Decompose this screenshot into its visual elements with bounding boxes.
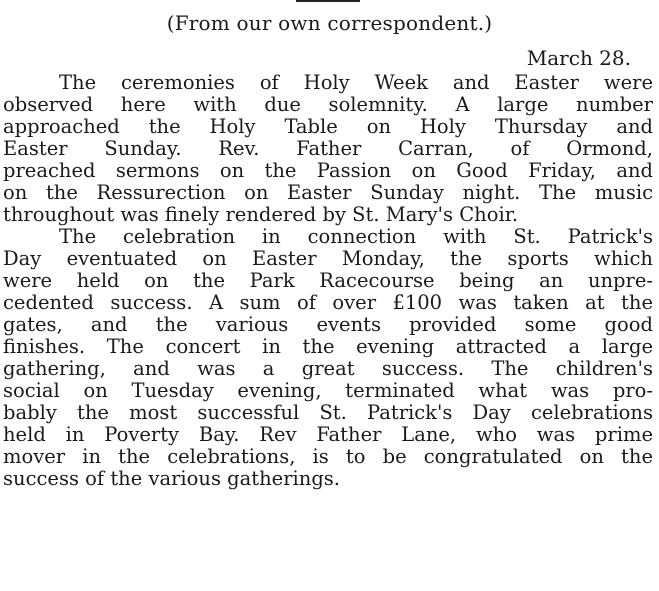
article-line: preached sermons on the Passion on Good Friday, and: [3, 160, 653, 182]
top-rule-divider: [296, 0, 360, 2]
article-line: throughout was finely rendered by St. Mary's Choir.: [3, 204, 519, 226]
article-line: success of the various gatherings.: [3, 468, 341, 490]
dateline: March 28.: [526, 46, 631, 70]
article-line: approached the Holy Table on Holy Thursday and: [3, 116, 653, 138]
article-line: mover in the celebrations, is to be congratulated on the: [3, 446, 653, 468]
article-line: Day eventuated on Easter Monday, the sports which: [3, 248, 653, 270]
article-line: The celebration in connection with St. Patrick's: [59, 226, 653, 248]
article-line: Easter Sunday. Rev. Father Carran, of Ormond,: [3, 138, 653, 160]
article-line: gathering, and was a great success. The children's: [3, 358, 653, 380]
article-line: finishes. The concert in the evening attracted a large: [3, 336, 653, 358]
article-line: observed here with due solemnity. A large number: [3, 94, 653, 116]
article-line: held in Poverty Bay. Rev Father Lane, who was prime: [3, 424, 653, 446]
article-line: were held on the Park Racecourse being an unpre-: [3, 270, 653, 292]
article-line: bably the most successful St. Patrick's Day celebrations: [3, 402, 653, 424]
article-line: cedented success. A sum of over £100 was taken at the: [3, 292, 653, 314]
article-line: on the Ressurection on Easter Sunday night. The music: [3, 182, 653, 204]
byline: (From our own correspondent.): [166, 11, 493, 35]
article-body: [3, 72, 653, 490]
article-line: The ceremonies of Holy Week and Easter were: [59, 72, 653, 94]
article-line: social on Tuesday evening, terminated what was pro-: [3, 380, 653, 402]
article-line: gates, and the various events provided some good: [3, 314, 653, 336]
